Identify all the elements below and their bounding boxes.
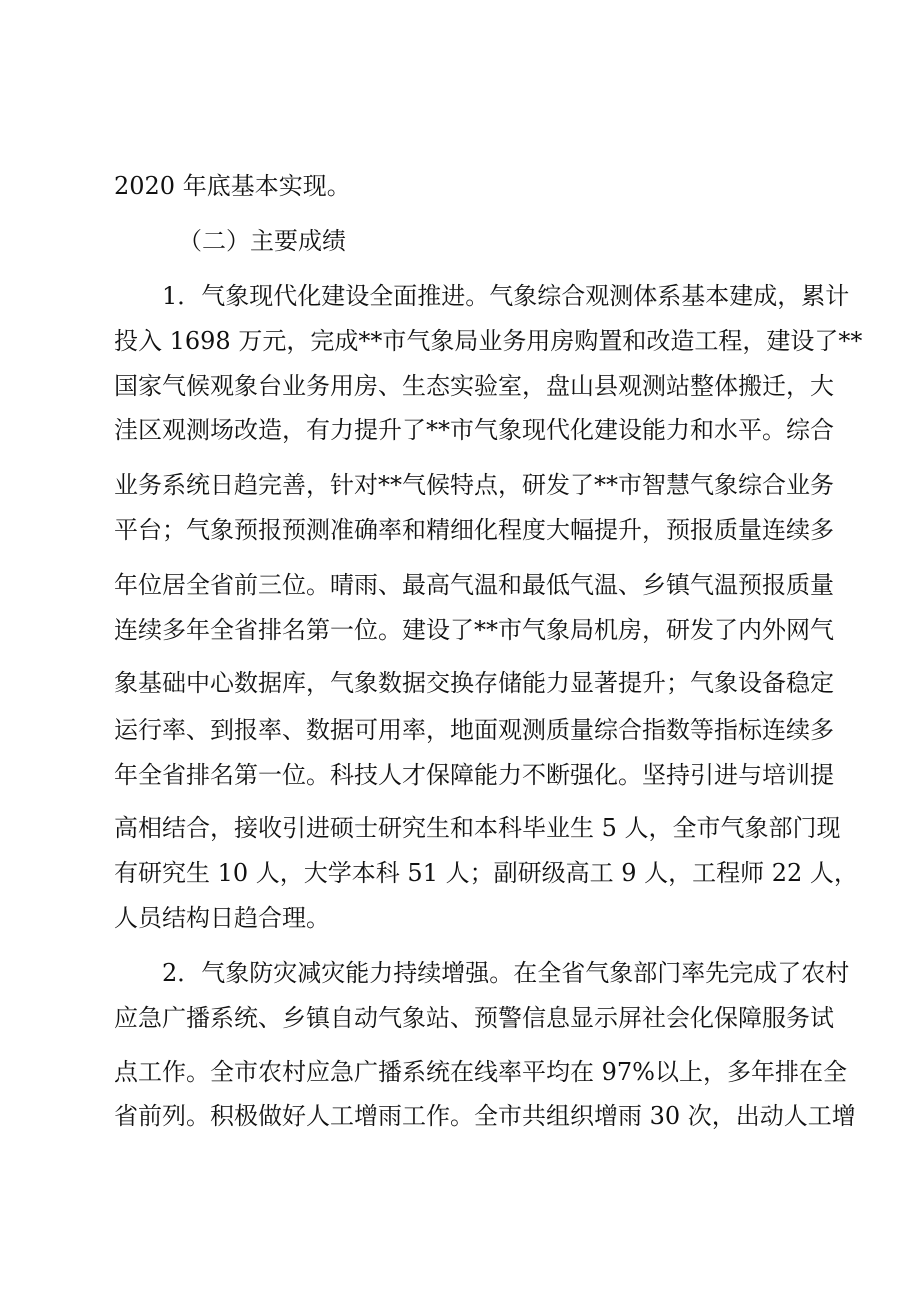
section-heading: （二）主要成绩 [178, 227, 346, 255]
text-line: 应急广播系统、乡镇自动气象站、预警信息显示屏社会化保障服务试 [114, 1004, 834, 1032]
text-line: 省前列。积极做好人工增雨工作。全市共组织增雨 30 次，出动人工增 [114, 1102, 856, 1130]
text-line: 年位居全省前三位。晴雨、最高气温和最低气温、乡镇气温预报质量 [114, 571, 834, 599]
text-line: 连续多年全省排名第一位。建设了**市气象局机房，研发了内外网气 [114, 616, 834, 644]
text-line: 点工作。全市农村应急广播系统在线率平均在 97%以上，多年排在全 [114, 1058, 847, 1086]
text-line: 人员结构日趋合理。 [114, 904, 330, 932]
paragraph-2-first-line: 2．气象防灾减灾能力持续增强。在全省气象部门率先完成了农村 [162, 959, 850, 987]
text-line: 平台；气象预报预测准确率和精细化程度大幅提升，预报质量连续多 [114, 516, 834, 544]
text-line: 业务系统日趋完善，针对**气候特点，研发了**市智慧气象综合业务 [114, 471, 834, 499]
text-line: 洼区观测场改造，有力提升了**市气象现代化建设能力和水平。综合 [114, 416, 834, 444]
text-line: 有研究生 10 人，大学本科 51 人；副研级高工 9 人，工程师 22 人， [114, 859, 858, 887]
text-line: 国家气候观象台业务用房、生态实验室，盘山县观测站整体搬迁，大 [114, 372, 834, 400]
text-line: 象基础中心数据库，气象数据交换存储能力显著提升；气象设备稳定 [114, 669, 834, 697]
text-line: 运行率、到报率、数据可用率，地面观测质量综合指数等指标连续多 [114, 716, 834, 744]
text-line: 高相结合，接收引进硕士研究生和本科毕业生 5 人，全市气象部门现 [114, 814, 841, 842]
paragraph-1-first-line: 1．气象现代化建设全面推进。气象综合观测体系基本建成，累计 [162, 282, 850, 310]
text-line: 投入 1698 万元，完成**市气象局业务用房购置和改造工程，建设了** [114, 327, 863, 355]
text-line: 年全省排名第一位。科技人才保障能力不断强化。坚持引进与培训提 [114, 761, 834, 789]
text-line: 2020 年底基本实现。 [114, 172, 351, 200]
